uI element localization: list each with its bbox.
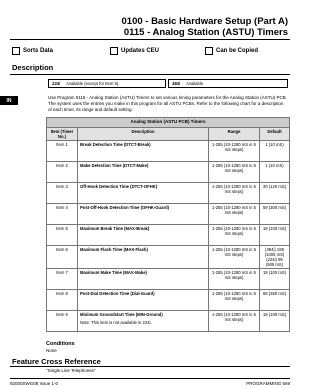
footer-document-id: 92000SWG08 Issue 1-0 [10, 380, 59, 386]
feature-label: Updates CEU [121, 48, 160, 54]
table-title: Analog Station (ASTU PCB) Timers [47, 118, 290, 128]
cell-range: 1-255 (10-1280 mS in 5 mS steps) [209, 204, 260, 225]
checkbox-icon [12, 47, 20, 55]
cell-description [78, 204, 209, 225]
system-availability-text: Available (except for Item 9). [66, 81, 120, 86]
description-label: Maximum Flash Time (MAX-Flash) [80, 247, 148, 252]
cell-range: 1-255 (10-1280 mS in 5 mS steps) [209, 269, 260, 290]
description-label: Maximum Make Time (MAX-Make) [80, 270, 147, 275]
cell-description [78, 162, 209, 183]
page-title-program: 0115 - Analog Station (ASTU) Timers [123, 27, 288, 38]
cell-default: (384i) 199 (1005 mS) (224i) 99 (505 mS) [260, 246, 290, 269]
table-body [47, 141, 290, 332]
feature-sorts-data [12, 45, 53, 57]
table-row [47, 290, 290, 311]
cell-item: Item 8 [47, 290, 78, 311]
column-header-description: Description [78, 128, 209, 141]
checkbox-icon [205, 47, 213, 55]
description-label: Off-Hook Detection Time (DTCT-OFHK) [80, 184, 158, 189]
cell-description [78, 290, 209, 311]
description-label: Break Detection Time (DTCT-Break) [80, 142, 151, 147]
description-label: Make Detection Time (DTCT-Make) [80, 163, 149, 168]
table-row [47, 311, 290, 332]
table-row [47, 183, 290, 204]
description-label: Post-Off-Hook Detection Time (OFHK-Guard) [80, 205, 170, 210]
cell-default: 1 (10 mS) [260, 162, 290, 183]
title-divider [10, 39, 290, 40]
page-footer [10, 378, 290, 387]
table-row [47, 162, 290, 183]
feature-updates-ceu [110, 45, 159, 57]
cell-range: 1-255 (10-1280 mS in 5 mS steps) [209, 246, 260, 269]
feature-cross-reference-link[interactable]: "Single Line Telephones" [46, 368, 96, 373]
description-label: Minimum Groundstart Time (MIN-Ground) [80, 312, 163, 317]
column-header-range: Range [209, 128, 260, 141]
timers-table [46, 117, 290, 332]
system-name: 384i [172, 81, 181, 86]
conditions-heading: Conditions [46, 341, 75, 347]
column-header-item: Item (Timer No.) [47, 128, 78, 141]
cell-range: 1-255 (10-1280 mS in 5 mS steps) [209, 183, 260, 204]
system-availability-text: Available. [186, 81, 205, 86]
cell-default: 19 (100 mS) [260, 311, 290, 332]
table-row [47, 225, 290, 246]
cell-item: Item 1 [47, 141, 78, 162]
cell-item: Item 5 [47, 225, 78, 246]
cell-default: 69 (350 mS) [260, 290, 290, 311]
page-title-section: 0100 - Basic Hardware Setup (Part A) [121, 16, 288, 27]
cell-range: 1-255 (10-1280 mS in 5 mS steps) [209, 141, 260, 162]
system-384i-availability [168, 79, 288, 88]
column-header-default: Default [260, 128, 290, 141]
table-row [47, 204, 290, 225]
cell-default: 20 (120 mS) [260, 183, 290, 204]
cell-item: Item 9 [47, 311, 78, 332]
system-name: 224i [52, 81, 61, 86]
cell-description [78, 311, 209, 332]
feature-can-be-copied [205, 45, 258, 57]
cell-range: 1-255 (10-1280 mS in 5 mS steps) [209, 290, 260, 311]
cell-description [78, 225, 209, 246]
cell-item: Item 3 [47, 183, 78, 204]
cell-item: Item 4 [47, 204, 78, 225]
description-label: Post-Dial Detection Time (Dial-Guard) [80, 291, 155, 296]
cell-range: 1-255 (10-1280 mS in 5 mS steps) [209, 162, 260, 183]
cell-item: Item 7 [47, 269, 78, 290]
cross-reference-divider [10, 366, 290, 367]
cell-item: Item 6 [47, 246, 78, 269]
description-note: Note: This item is not available in 224i. [80, 320, 152, 325]
feature-cross-reference-heading: Feature Cross Reference [12, 357, 101, 366]
cell-description [78, 246, 209, 269]
cell-description [78, 141, 209, 162]
cell-default: 59 (300 mS) [260, 204, 290, 225]
feature-label: Sorts Data [23, 48, 54, 54]
cell-default: 1 (10 mS) [260, 141, 290, 162]
cell-default: 19 (100 mS) [260, 225, 290, 246]
cell-item: Item 2 [47, 162, 78, 183]
feature-label: Can be Copied [216, 48, 259, 54]
footer-page-number: PROGRAMMING 669 [246, 380, 290, 386]
cell-description [78, 183, 209, 204]
cell-default: 19 (100 mS) [260, 269, 290, 290]
cell-range: 1-255 (10-1280 mS in 5 mS steps) [209, 311, 260, 332]
checkbox-icon [110, 47, 118, 55]
description-divider [10, 74, 290, 75]
description-text: Use Program 0115 - Analog Station (ASTU) Timers to set various timing parameters for the Analog Station (ASTU) PCB. The system uses the entries you make in this program for all ASTU PCBs. Refer to the following chart for a description of each timer, its range and default setting. [48, 95, 288, 112]
table-row [47, 141, 290, 162]
system-224i-availability [48, 79, 166, 88]
in-tab-marker: IN [0, 96, 18, 105]
description-heading: Description [12, 63, 54, 72]
cell-range: 1-255 (10-1280 mS in 5 mS steps) [209, 225, 260, 246]
table-row [47, 246, 290, 269]
description-label: Maximum Break Time (MAX-Break) [80, 226, 150, 231]
cell-description [78, 269, 209, 290]
conditions-text: None [46, 348, 57, 353]
table-row [47, 269, 290, 290]
